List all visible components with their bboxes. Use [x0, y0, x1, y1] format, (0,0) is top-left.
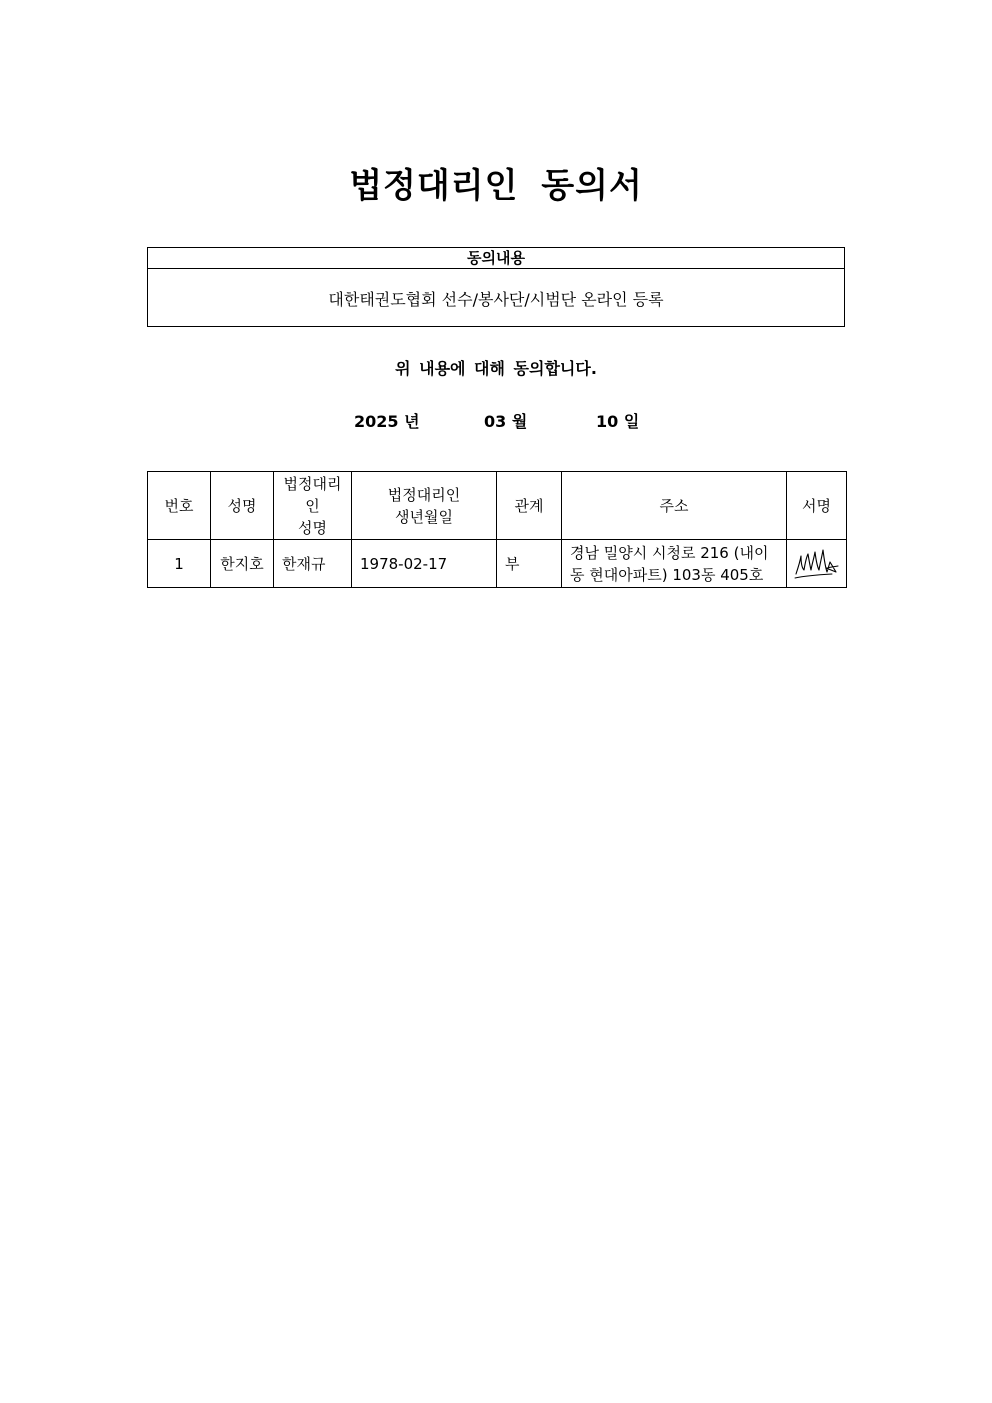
consent-box — [147, 247, 845, 327]
date-day: 10 일 — [596, 412, 640, 431]
cell-name: 한지호 — [211, 540, 274, 588]
header-number: 번호 — [148, 472, 211, 540]
cell-guardian-name: 한재규 — [274, 540, 352, 588]
cell-signature — [787, 540, 847, 588]
header-signature: 서명 — [787, 472, 847, 540]
header-guardian-name-line1: 법정대리 — [283, 474, 342, 493]
page-title: 법정대리인 동의서 — [349, 166, 643, 206]
cell-number: 1 — [148, 540, 211, 588]
header-name: 성명 — [211, 472, 274, 540]
consent-content-text: 대한태권도협회 선수/봉사단/시범단 온라인 등록 — [328, 290, 664, 309]
registration-table — [147, 471, 847, 588]
table-header-row — [148, 472, 847, 540]
header-guardian-name — [274, 472, 352, 540]
consent-header: 동의내용 — [148, 248, 844, 269]
date-month: 03 월 — [484, 412, 528, 431]
cell-guardian-birth: 1978-02-17 — [352, 540, 497, 588]
header-guardian-birth — [352, 472, 497, 540]
agreement-statement: 위 내용에 대해 동의합니다. — [395, 359, 597, 378]
header-guardian-birth-line2: 생년월일 — [395, 507, 453, 526]
cell-address-line2: 동 현대아파트) 103동 405호 — [570, 565, 764, 584]
header-relation: 관계 — [497, 472, 562, 540]
cell-relation: 부 — [497, 540, 562, 588]
consent-content — [148, 269, 844, 328]
header-guardian-birth-line1: 법정대리인 — [387, 485, 461, 504]
header-guardian-name-line3: 성명 — [298, 518, 327, 537]
cell-address-line1: 경남 밀양시 시청로 216 (내이 — [570, 543, 769, 562]
table-row — [148, 540, 847, 588]
header-guardian-name-line2: 인 — [305, 496, 320, 515]
date-year: 2025 년 — [354, 412, 420, 431]
signature-image — [792, 544, 842, 584]
header-address: 주소 — [562, 472, 787, 540]
cell-address — [562, 540, 787, 588]
